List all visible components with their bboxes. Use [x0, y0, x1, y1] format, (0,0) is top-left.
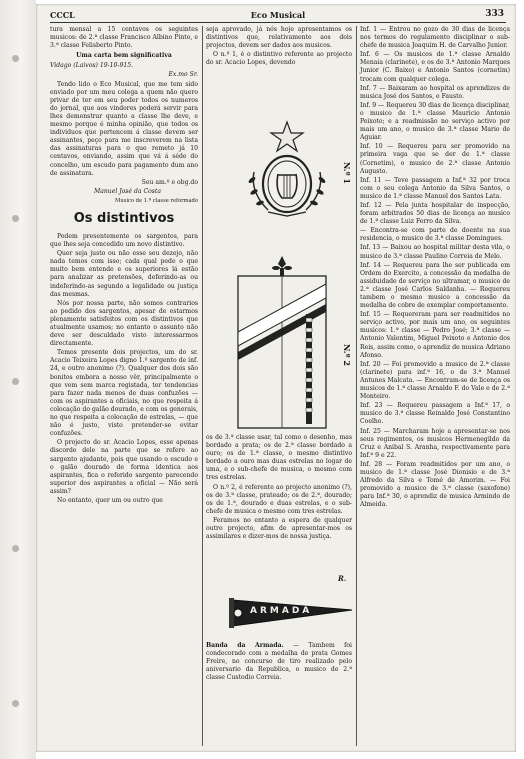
page-number: 333	[485, 9, 504, 19]
news-item: Inf. 9 — Requereu 30 dias de licença disciplinar, o musico de 1.ª classe Mauricio Antonio Peixoto; e a readmissão no serviço activo por mais um ano, o musico de 3.ª classe Mario de Aguiar.	[360, 101, 510, 142]
column-divider	[202, 26, 203, 746]
header-rule	[50, 22, 506, 23]
letter-closing: Seu am.º e obg.do	[141, 178, 198, 186]
letter-place-date: Vidago (Laivos) 19-10-915.	[50, 62, 134, 70]
figure-caption-text	[206, 434, 352, 541]
binding-hole	[12, 378, 19, 385]
newspaper-page	[36, 4, 516, 752]
band-news-text: — Tambem foi condecorado com a medalha de prata Gomes Freire, no concurso de tiro realizado pelo aniversario da Republica, o musico de 2.ª classe Custodio Correia.	[206, 642, 353, 682]
news-item: Inf. 1 — Entrou no gozo de 30 dias de licença nos termos do regulamento disciplinar o sub-chefe de musica Joaquim H. de Carvalho Junior.	[360, 26, 510, 50]
header-title: Eco Musical	[250, 10, 306, 20]
news-item: Inf. 11 — Teve passagem a Inf.ª 32 por troca com o seu colega Antonio da Silva Santos, o musico de 1.ª classe Manuel dos Santos Lata.	[360, 176, 510, 200]
figure-label: N.º 1	[342, 162, 352, 184]
figure-label: N.º 2	[342, 344, 352, 366]
column-right	[360, 26, 510, 510]
news-item: Inf. 7 — Baixaram ao hospital os aprendizes de musica José dos Santos, e Fausto.	[360, 84, 510, 100]
band-news-title: Banda da Armada.	[206, 642, 284, 649]
column-left	[50, 26, 198, 506]
news-item: — Encontra-se com parte de doente na sua residencia, o musico de 3.ª classe Domingues.	[360, 227, 510, 243]
news-item: Inf. 12 — Pela junta hospitalar de inspecção, foram arbitrados 50 dias de licença ao musico de 1.ª classe Luiz Ferro da Silva.	[360, 201, 510, 226]
binding-hole	[12, 545, 19, 552]
letter-heading: Uma carta bem significativa	[76, 52, 172, 60]
paragraph: tura mensal a 15 centavos os seguintes musicos: de 2.ª classe Francisco Albino Pinto, e 3.ª classe Felisberto Pinto.	[50, 26, 198, 50]
armada-pennant	[228, 594, 356, 632]
paragraph: O n.º 2, é referente ao projecto anonimo (?), os de 3.ª classe, prateado; os de 2.ª, dourado; os de 1.ª, dourado e duas estrelas, e o sub-chefe de musica o mesmo com tres estrelas.	[206, 483, 352, 515]
paragraph: No entanto, quer um ou outro que	[57, 496, 163, 504]
letter-salutation: Ex.mo Sr.	[168, 71, 198, 79]
header-volume: CCCL	[50, 10, 75, 20]
news-item: Inf. 20 — Foi promovido a musico de 2.ª classe (clarinete) para inf.ª 16, o de 3.ª Manuel Antunes Malcata. — Encontram-se de licença os musicos de 1.ª classe Arnaldo F. do Vale e de 2.ª Monteiro.	[360, 360, 510, 401]
letter-signature: Manuel José da Costa	[93, 187, 161, 195]
paragraph: Pedem presentemente os sargentos, para que lhes seja concedido um novo distintivo.	[50, 232, 198, 249]
news-item: Inf. 25 — Marcharam hoje a apresentar-se nos seus regimentos, os musicos Hermenegildo da Cruz e Anibal S. Aranha, respectivamente para Inf.ª 9 e 22.	[360, 427, 510, 459]
section-title: Os distintivos	[73, 210, 175, 226]
news-item: Inf. 23 — Requereu passagem a Inf.ª 17, o musico de 3.ª classe Reinaldo José Constantino Coelho.	[360, 402, 510, 426]
signature-title: Musico de 1.ª classe reformado	[115, 197, 198, 204]
insignia-figure-1	[232, 120, 352, 224]
news-item: Inf. 28 — Foram readmitidos por um ano, o musico de 1.ª classe José Dionisio e de 3.ª Alfredo da Silva e Tomé de Amorim. — Foi promovido a musico de 3.ª classe (saxofone) para Inf.ª 30, o aprendiz de musica Armindo de Almeida.	[360, 460, 510, 509]
pennant-text: ARMADA	[250, 606, 313, 616]
page-header	[50, 8, 506, 22]
binding-hole	[12, 700, 19, 707]
paragraph: O projecto do sr. Acacio Lopes, esse apenas discorde dele na parte que se refere ao sargento ajudante, pois que usando o escudo e o galão dourado de forma identica aos aspirantes, fica o referido sargento parecendo superior dos aspirantes a oficial — Não será assim?	[50, 439, 198, 495]
paragraph: Nós por nossa parte, não somos contrarios ao pedido dos sargentos, apesar de estarmos plenamente satisfeitos com os distintivos que atualmente usamos; no entanto o assunto não deve ser desculdado visto interessarmos directamente.	[50, 299, 198, 348]
paragraph: Feramos no entanto a espera de qualquer outro projecto, afim de apresentar-mos os assimilares e dizer-mos de nossa justiça.	[206, 516, 352, 541]
news-item: Inf. 10 — Requereu para ser promovido na primeira vaga que se der de 1.ª classe (Cornetim), o musico de 2.ª classe Antonio Augusto.	[360, 143, 510, 175]
column-divider	[356, 26, 357, 746]
binding-margin	[0, 0, 36, 759]
news-item: Inf. 6 — Os musicos de 1.ª classe Arnaldo Menaia (clarinete), e os de 3.ª Antonio Marques Junior (C. Baixo) e Antonio Santos (cornetim) trocam com qualquer colega.	[360, 51, 510, 83]
sleeve-stripe-icon	[232, 254, 342, 434]
binding-hole	[12, 215, 19, 222]
letter-body: Tendo lido o Eco Musical, que me tem sido enviado por um meu colega a quem não quero privar de ter em seu poder todos os numeros do jornal, que aos vindores poderá servir para lhes demonstrar quanto a classe lhe deve, e mesmo porque é minha opinião, que todos os individuos que pertencem á classe devem ser assinantes, peço para me inscreverem na lista das assinaturas para o que remeto já 10 centavos, enviando, assim que vá á séde do concelho, um escudo para pagamento dum ano de assinatura.	[50, 80, 198, 177]
news-item: Inf. 13 — Baixou ao hospital militar desta vila, o musico de 3.ª classe Paulino Correia de Melo.	[360, 244, 510, 260]
paragraph: seja aprovado, já nós hoje apresentamos os distintivos que, relativamente aos dois projectos, devem ser dados aos musicos.	[206, 26, 352, 50]
author-initial: R.	[338, 574, 347, 583]
paragraph: O n.º 1, é o distintivo referente ao projecto do sr. Acacio Lopes, devendo	[206, 51, 352, 67]
paragraph: os de 3.ª classe usar, tal como o desenho, mas bordado a prata; os de 2.ª classe bordado a ouro; os de 1.ª classe, o mesmo distintivo bordado a ouro mas duas estrelas no logar de uma, e o sub-chefe de musica, o mesmo com tres estrelas.	[206, 434, 352, 482]
lyre-badge-icon	[232, 120, 342, 224]
binding-hole	[12, 55, 19, 62]
band-news	[206, 642, 352, 682]
paragraph: Quer seja justo ou não esse seu dezejo, não nada temos com isso; cada qual pede o que muito bem entende e os superiores lá estão para analizar as pretensões, deferindo-as ou indeferindo-as segundo a legalidade ou justiça das mesmas.	[50, 250, 198, 298]
news-item: Inf. 14 — Requereu para lhe ser publicada em Ordem do Exercito, a concessão da medalha de assiduidade de serviço no ultramar, o musico de 2.ª classe José Carlos Saldanha. — Requereu tambem o mesmo musico a concessão da medalha de cobre de exemplar comportamento.	[360, 261, 510, 310]
news-item: Inf. 15 — Requereram para ser readmitidos no serviço activo, por mais um ano, os seguintes musicos: 1.ª classe — Pedro José; 3.ª classe — Antonio Valentim, Miguel Peixoto e Antonio dos Reis, assim como, o aprendiz de musica Adriano Afonso.	[360, 311, 510, 359]
insignia-figure-2	[232, 254, 352, 434]
paragraph: Temos presente dois projectos, um do sr. Acacio Teixeira Lopes digno 1.º sargento de inf. 24, e outro anonimo (?). Qualquer dos dois são bonitos embora a nosso vêr, principalmente o que vem sem marca registada, ter tendencias para fazer nada menos de duas confuzões — com os aspirantes a oficiais, no que respeita á colocação do galão dourado, e com os generais, no que respeita a colocação de estrelas, — que não é justo, visto pretender-se evitar confuzões.	[50, 349, 198, 438]
column-middle	[206, 26, 352, 68]
